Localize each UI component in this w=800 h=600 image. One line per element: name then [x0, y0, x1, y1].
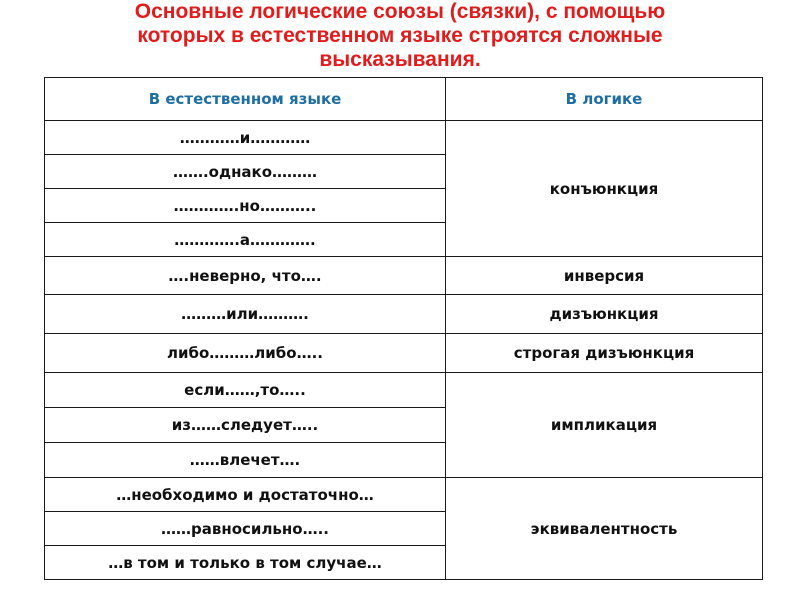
- natural-phrase-cell: …в том и только в том случае…: [45, 546, 446, 580]
- logic-operation-cell: конъюнкция: [446, 121, 763, 257]
- header-natural-language: В естественном языке: [45, 78, 446, 121]
- natural-phrase-cell: …необходимо и достаточно…: [45, 478, 446, 512]
- natural-phrase-cell: …………и…………: [45, 121, 446, 155]
- table-row: [45, 295, 763, 334]
- logic-operation-cell: строгая дизъюнкция: [446, 334, 763, 373]
- title-line-1: Основные логические союзы (связки), с помощью: [134, 0, 666, 23]
- natural-phrase-cell: ………или……….: [45, 295, 446, 334]
- natural-phrase-cell: ….неверно, что….: [45, 257, 446, 295]
- title-line-3: высказывания.: [319, 48, 481, 71]
- table-row: [45, 373, 763, 408]
- header-logic: В логике: [446, 78, 763, 121]
- table-row: [45, 257, 763, 295]
- logic-operation-cell: дизъюнкция: [446, 295, 763, 334]
- table-row: [45, 478, 763, 512]
- table-row: [45, 121, 763, 155]
- natural-phrase-cell: ……влечет….: [45, 443, 446, 478]
- natural-phrase-cell: либо………либо…..: [45, 334, 446, 373]
- natural-phrase-cell: ………….но………..: [45, 189, 446, 223]
- natural-phrase-cell: из……следует…..: [45, 408, 446, 443]
- natural-phrase-cell: ………….а………….: [45, 223, 446, 257]
- table-header-row: [45, 78, 763, 121]
- logic-operation-cell: инверсия: [446, 257, 763, 295]
- natural-phrase-cell: ……равносильно…..: [45, 512, 446, 546]
- natural-phrase-cell: если……,то…..: [45, 373, 446, 408]
- logic-operation-cell: импликация: [446, 373, 763, 478]
- natural-phrase-cell: …….однако………: [45, 155, 446, 189]
- title-line-2: которых в естественном языке строятся сложные: [137, 24, 663, 47]
- table-row: [45, 334, 763, 373]
- slide-title: [0, 0, 800, 72]
- logic-operation-cell: эквивалентность: [446, 478, 763, 580]
- connectives-table: [44, 77, 763, 580]
